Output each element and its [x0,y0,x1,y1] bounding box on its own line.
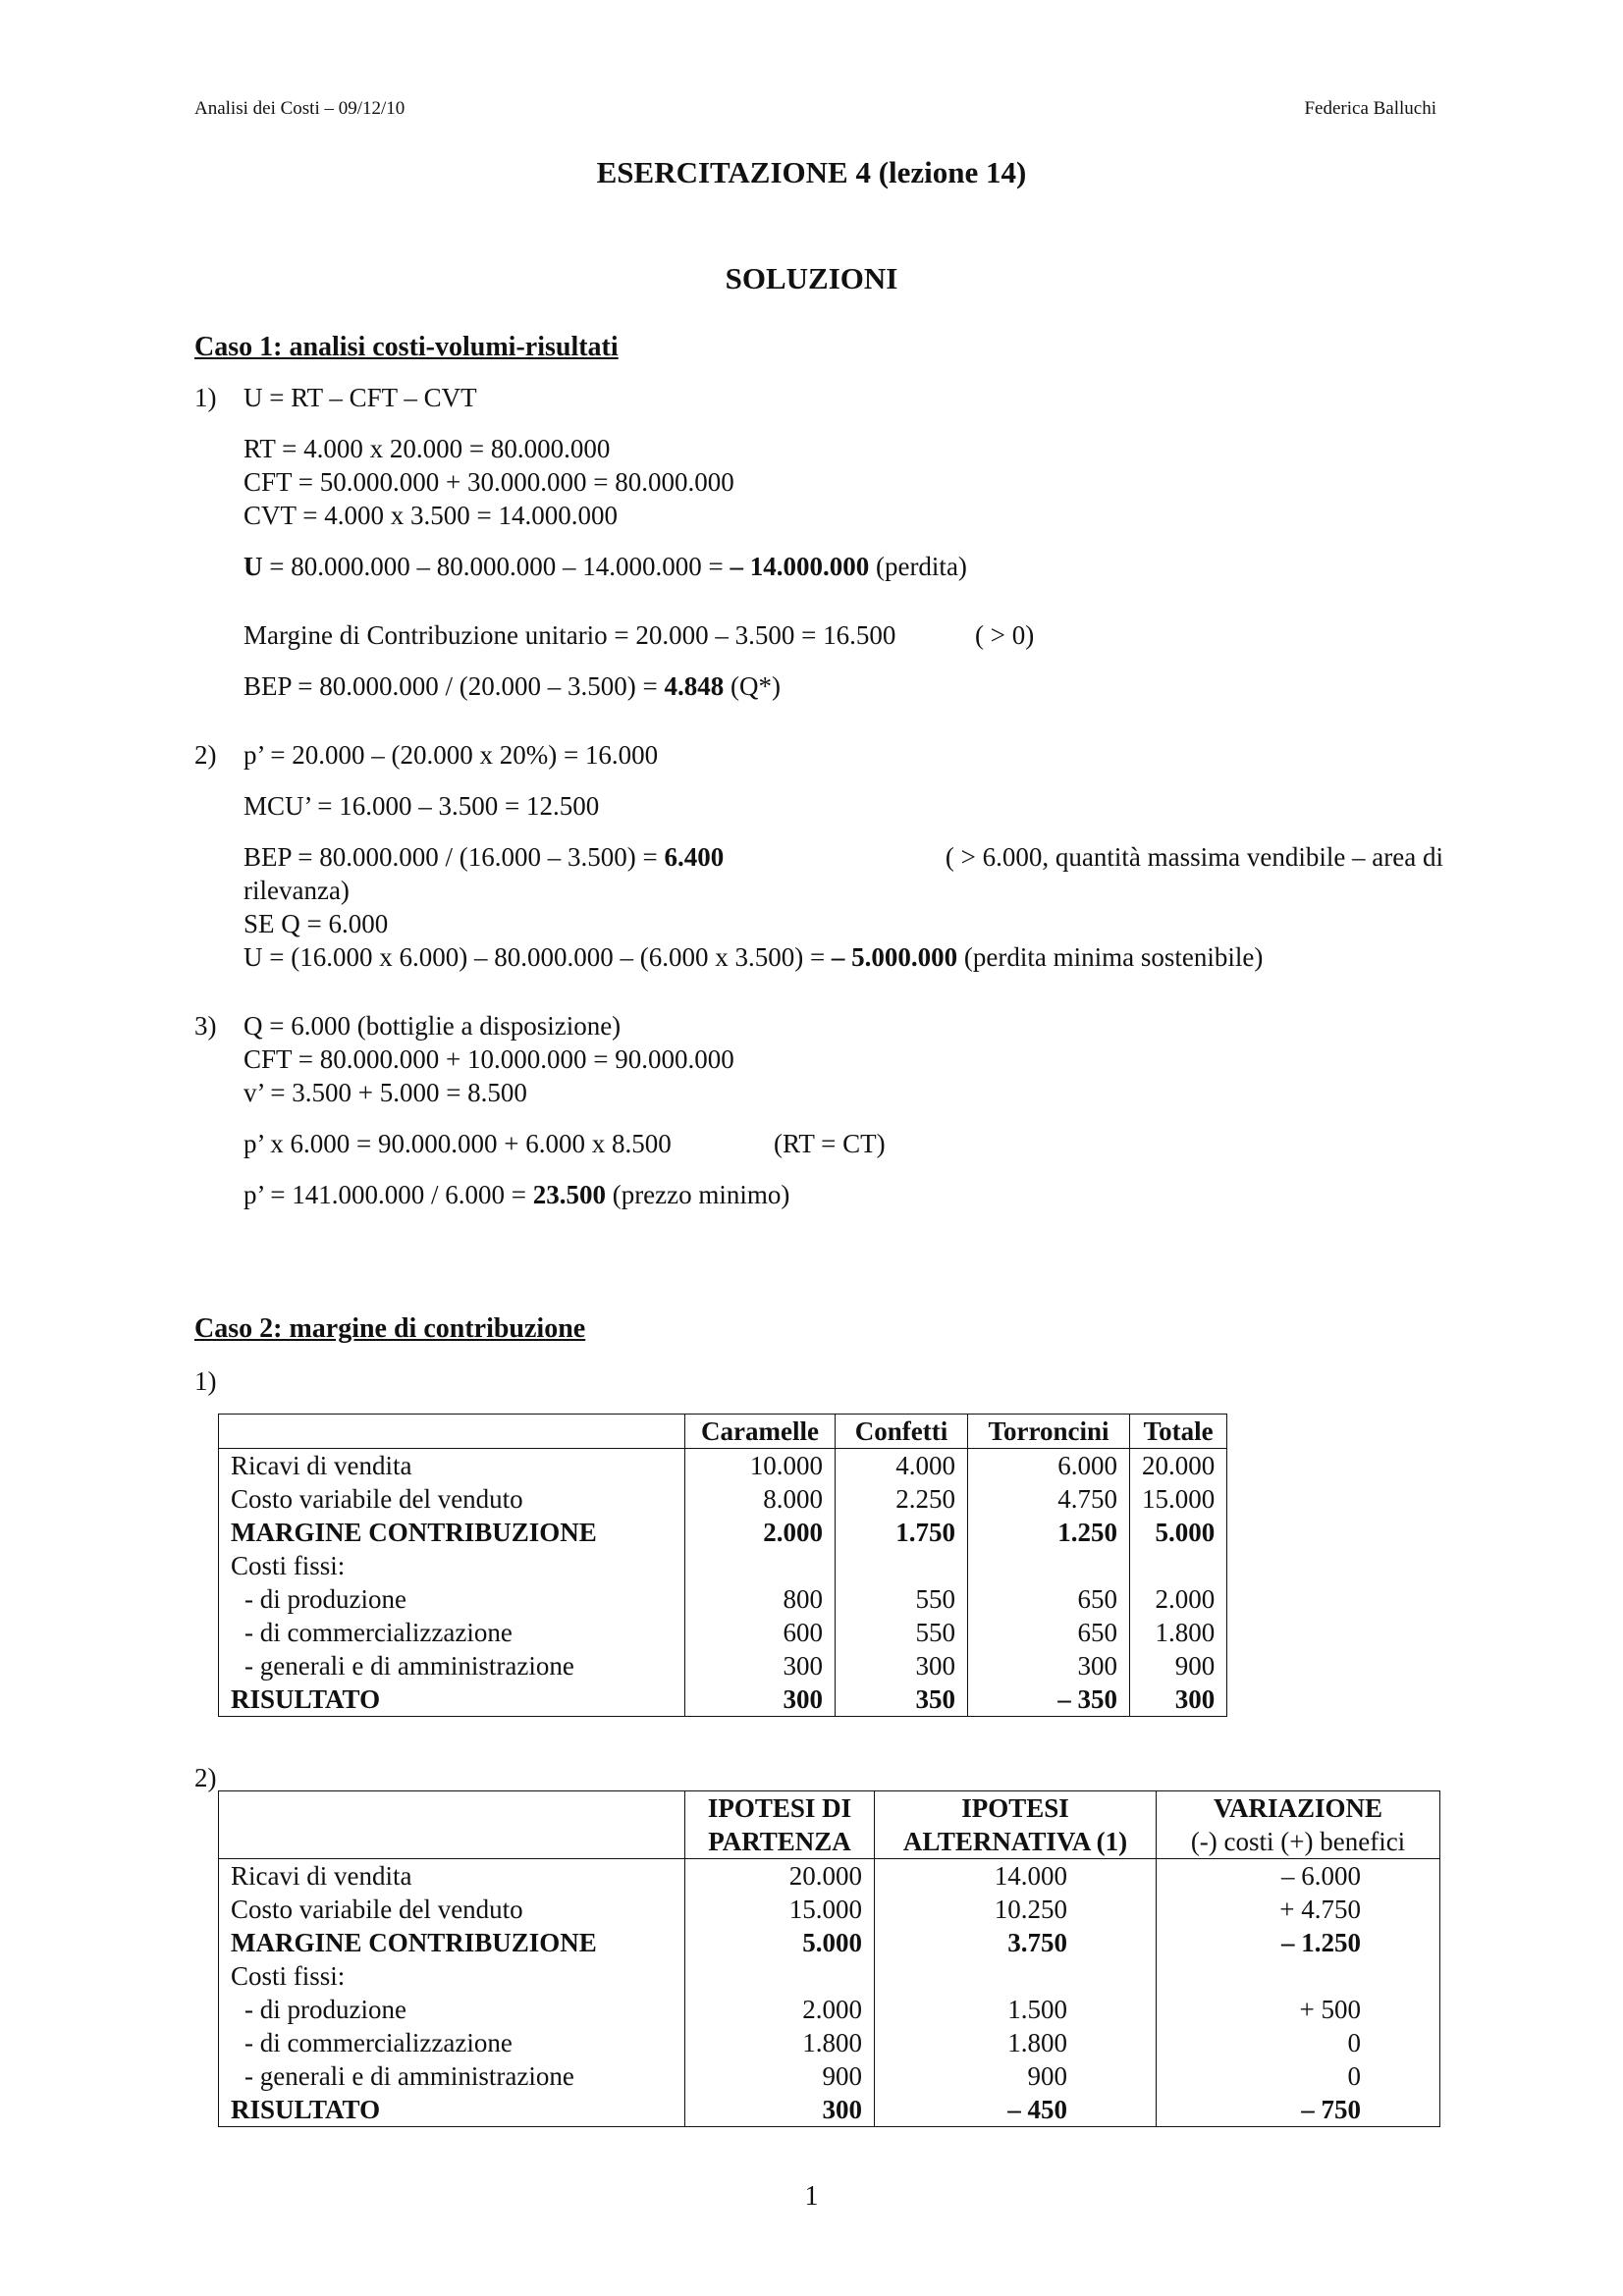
table-header: Caramelle [685,1415,836,1449]
cell: 0 [1347,2028,1361,2057]
table-row [219,1959,1440,1993]
table-row [219,1516,1227,1549]
item-number: 1) [194,383,217,412]
row-label: RISULTATO [219,1682,685,1717]
cell [1157,1959,1440,1993]
row-label: - generali e di amministrazione [219,1649,685,1682]
cell [875,1959,1157,1993]
table-row [219,1893,1440,1926]
table-row [219,1926,1440,1959]
table-header [685,1791,875,1859]
cell: 800 [685,1582,836,1616]
table-header-empty [219,1415,685,1449]
cell: 20.000 [685,1859,875,1894]
table-scenario-comparison [218,1790,1440,2127]
table-header-empty [219,1791,685,1859]
row-label: RISULTATO [219,2093,685,2127]
cft3-line: CFT = 80.000.000 + 10.000.000 = 90.000.000 [243,1044,734,1074]
cell: 1.750 [836,1516,968,1549]
cell: 14.000 [875,1859,1157,1894]
cell: 2.000 [685,1993,875,2026]
row-label: Costi fissi: [219,1959,685,1993]
mcu-note: ( > 0) [975,620,1035,650]
cell: 20.000 [1142,1451,1216,1480]
min-price-line [243,1180,789,1210]
cell [968,1549,1130,1582]
cell: 0 [1347,2061,1361,2091]
table-header [875,1791,1157,1859]
min-price-value: 23.500 [532,1180,606,1209]
cell: 1.800 [875,2026,1157,2059]
price-line: p’ = 20.000 – (20.000 x 20%) = 16.000 [243,740,659,770]
table-header: Totale [1130,1415,1227,1449]
row-label: - di commercializzazione [219,1616,685,1649]
cell: 1.800 [685,2026,875,2059]
cell: 8.000 [685,1482,836,1516]
row-label: - di produzione [219,1582,685,1616]
table-header: Torroncini [968,1415,1130,1449]
mcu2-line: MCU’ = 16.000 – 3.500 = 12.500 [243,791,600,821]
min-price-calc: p’ = 141.000.000 / 6.000 = [243,1180,533,1209]
cell: 650 [968,1582,1130,1616]
cell: 300 [685,1649,836,1682]
page-subtitle: SOLUZIONI [725,261,898,295]
profit2-line [243,942,1263,973]
cell: 1.250 [968,1516,1130,1549]
header-left: Analisi dei Costi – 09/12/10 [194,98,406,119]
table1-number: 1) [194,1366,217,1396]
profit-calc: = 80.000.000 – 80.000.000 – 14.000.000 = [262,552,730,581]
cell: 1.800 [1155,1618,1216,1647]
bep2-line [243,842,724,873]
row-label: Costo variabile del venduto [219,1893,685,1926]
header-right: Federica Balluchi [1304,98,1436,119]
cell: 900 [685,2059,875,2093]
bep-value: 4.848 [664,671,725,701]
table-row [219,1682,1227,1717]
table-row [219,1616,1227,1649]
table-row [219,1449,1227,1483]
caso1-heading: Caso 1: analisi costi-volumi-risultati [194,332,619,362]
header-line: (-) costi (+) benefici [1190,1827,1406,1856]
caso2-heading: Caso 2: margine di contribuzione [194,1313,586,1344]
equation-line: p’ x 6.000 = 90.000.000 + 6.000 x 8.500 [243,1129,672,1158]
bep-line [243,671,781,702]
cell: 350 [836,1682,968,1717]
cell: 300 [685,1682,836,1717]
table2-number: 2) [194,1763,217,1792]
se-line: SE Q = 6.000 [243,909,389,938]
cell: – 6.000 [1281,1861,1361,1891]
cell: 550 [836,1582,968,1616]
cell: 6.000 [968,1449,1130,1483]
row-label: Costo variabile del venduto [219,1482,685,1516]
bep-calc: BEP = 80.000.000 / (20.000 – 3.500) = [243,671,665,701]
bep2-note-cont: rilevanza) [243,876,350,905]
header-line: PARTENZA [708,1827,851,1856]
cell: – 1.250 [1281,1928,1361,1957]
mcu-line: Margine di Contribuzione unitario = 20.000 – 3.500 = 16.500 [243,620,896,650]
cell: 650 [968,1616,1130,1649]
profit2-value: – 5.000.000 [831,942,958,972]
cell [836,1549,968,1582]
table-row [219,1649,1227,1682]
cell: 300 [685,2093,875,2127]
cell: 2.250 [836,1482,968,1516]
cell: 1.500 [875,1993,1157,2026]
v-line: v’ = 3.500 + 5.000 = 8.500 [243,1078,527,1107]
cell: 550 [836,1616,968,1649]
cell [1130,1549,1227,1582]
cell: 3.750 [875,1926,1157,1959]
cell: 300 [968,1649,1130,1682]
row-label: - di commercializzazione [219,2026,685,2059]
cell: 4.000 [836,1449,968,1483]
cell: – 750 [1301,2095,1361,2124]
table-row [219,1482,1227,1516]
rt-line: RT = 4.000 x 20.000 = 80.000.000 [243,434,611,463]
bep2-calc: BEP = 80.000.000 / (16.000 – 3.500) = [243,842,665,872]
profit-formula: U = RT – CFT – CVT [243,383,477,412]
cell: 2.000 [685,1516,836,1549]
profit-note: (perdita) [869,552,967,581]
bep2-note: ( > 6.000, quantità massima vendibile – area di [945,842,1443,872]
cell: 15.000 [685,1893,875,1926]
cell [685,1549,836,1582]
header-line: VARIAZIONE [1213,1793,1383,1823]
page-number: 1 [804,2181,819,2212]
cell: 300 [836,1649,968,1682]
header-line: ALTERNATIVA (1) [902,1827,1128,1856]
profit2-note: (perdita minima sostenibile) [957,942,1264,972]
item-number: 2) [194,740,217,770]
table-row [219,2059,1440,2093]
row-label: Ricavi di vendita [219,1859,685,1894]
bep-note: (Q*) [724,671,781,701]
table-row [219,2093,1440,2127]
cell: + 500 [1299,1995,1361,2024]
table-row [219,1549,1227,1582]
header-line: IPOTESI DI [707,1793,852,1823]
cell: – 350 [968,1682,1130,1717]
header-line: IPOTESI [961,1793,1069,1823]
table-row [219,2026,1440,2059]
profit-label: U [243,552,263,581]
bep2-value: 6.400 [664,842,725,872]
profit-value: – 14.000.000 [730,552,870,581]
cell: 10.250 [875,1893,1157,1926]
equation-note: (RT = CT) [774,1129,886,1158]
table-row [219,1859,1440,1894]
cell: 900 [1174,1651,1216,1681]
cell: 15.000 [1142,1484,1216,1514]
row-label: - di produzione [219,1993,685,2026]
profit-line [243,552,967,582]
cell: 300 [1174,1684,1216,1714]
row-label: Ricavi di vendita [219,1449,685,1483]
row-label: MARGINE CONTRIBUZIONE [219,1926,685,1959]
table-contribution-margin [218,1414,1227,1717]
cell: 600 [685,1616,836,1649]
cft-line: CFT = 50.000.000 + 30.000.000 = 80.000.000 [243,467,734,497]
table-header [1157,1791,1440,1859]
cell: + 4.750 [1279,1895,1361,1924]
cell: – 450 [875,2093,1157,2127]
item-number: 3) [194,1011,217,1041]
cell: 5.000 [1155,1518,1216,1547]
row-label: Costi fissi: [219,1549,685,1582]
cell [685,1959,875,1993]
cell: 2.000 [1155,1584,1216,1614]
cell: 10.000 [685,1449,836,1483]
row-label: MARGINE CONTRIBUZIONE [219,1516,685,1549]
table-row [219,1993,1440,2026]
table-row [219,1582,1227,1616]
cell: 4.750 [968,1482,1130,1516]
q-line: Q = 6.000 (bottiglie a disposizione) [243,1011,622,1041]
profit2-calc: U = (16.000 x 6.000) – 80.000.000 – (6.000 x 3.500) = [243,942,832,972]
page-title: ESERCITAZIONE 4 (lezione 14) [596,155,1027,189]
cell: 5.000 [685,1926,875,1959]
cell: 900 [875,2059,1157,2093]
table-header: Confetti [836,1415,968,1449]
row-label: - generali e di amministrazione [219,2059,685,2093]
cvt-line: CVT = 4.000 x 3.500 = 14.000.000 [243,501,618,530]
min-price-note: (prezzo minimo) [605,1180,790,1209]
